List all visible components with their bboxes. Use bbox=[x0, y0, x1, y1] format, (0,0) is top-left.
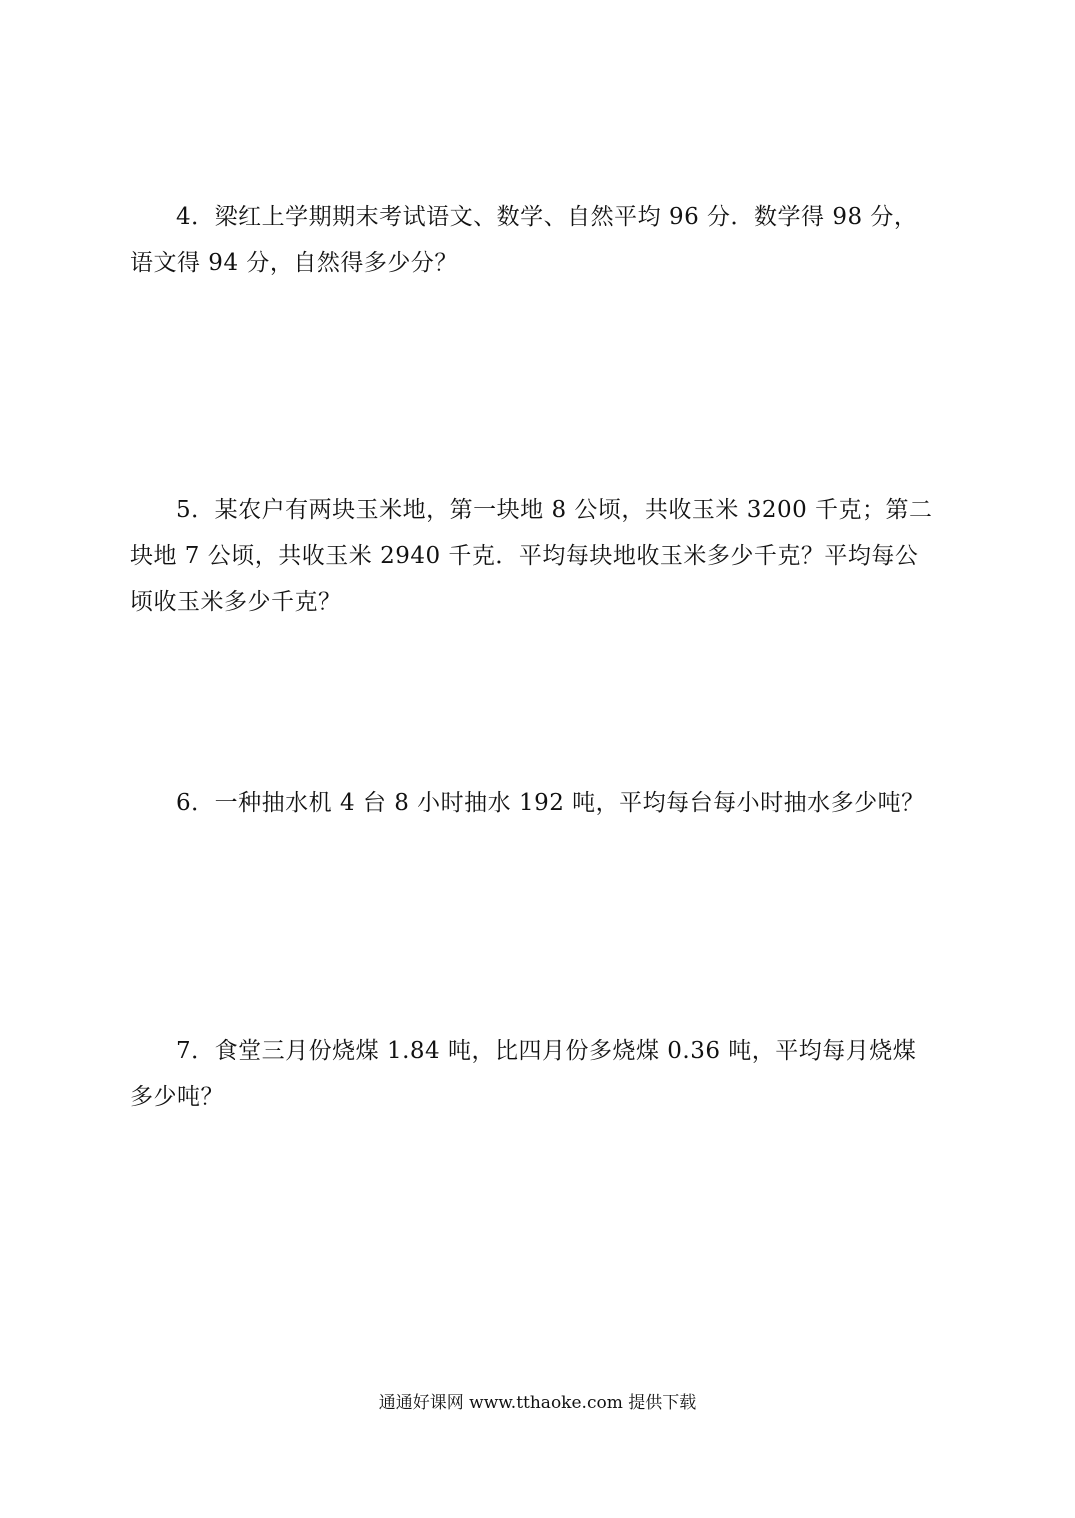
question-7-line-2: 多少吨？ bbox=[130, 1084, 224, 1110]
question-5 bbox=[130, 487, 950, 625]
question-6 bbox=[130, 780, 950, 826]
question-5-line-1: 5．某农户有两块玉米地，第一块地 8 公顷，共收玉米 3200 千克；第二 bbox=[176, 497, 933, 523]
question-4 bbox=[130, 194, 950, 286]
question-4-line-2: 语文得 94 分，自然得多少分？ bbox=[130, 250, 458, 276]
question-7-line-1: 7．食堂三月份烧煤 1.84 吨，比四月份多烧煤 0.36 吨，平均每月烧煤 bbox=[176, 1038, 917, 1064]
question-6-line-1: 6．一种抽水机 4 台 8 小时抽水 192 吨，平均每台每小时抽水多少吨？ bbox=[176, 790, 925, 816]
question-5-line-3: 顷收玉米多少千克？ bbox=[130, 589, 342, 615]
question-5-line-2: 块地 7 公顷，共收玉米 2940 千克．平均每块地收玉米多少千克？平均每公 bbox=[130, 543, 919, 569]
page-footer: 通通好课网 www.tthaoke.com 提供下载 bbox=[378, 1393, 697, 1413]
question-7 bbox=[130, 1028, 950, 1120]
question-4-line-1: 4．梁红上学期期末考试语文、数学、自然平均 96 分．数学得 98 分， bbox=[176, 204, 918, 230]
